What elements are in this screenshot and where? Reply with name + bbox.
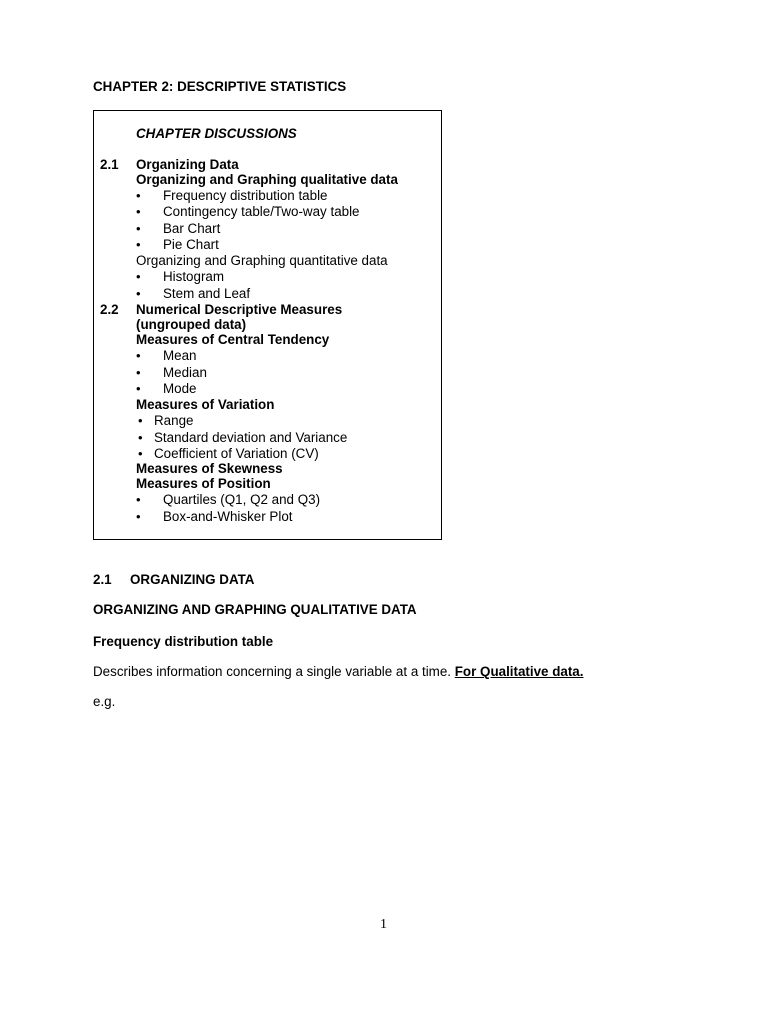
list-item: Standard deviation and Variance (154, 430, 348, 445)
topic-heading: Frequency distribution table (93, 634, 274, 649)
subheading-quantitative: Organizing and Graphing quantitative data (136, 253, 388, 268)
bullet: • (136, 204, 141, 219)
description-text: Describes information concerning a single variable at a time. (93, 664, 452, 679)
list-item: Median (163, 365, 207, 380)
box-heading: CHAPTER DISCUSSIONS (136, 126, 297, 141)
bullet: • (138, 446, 143, 461)
bullet: • (138, 413, 143, 428)
bullet: • (136, 509, 141, 524)
section-title-ungrouped: (ungrouped data) (136, 317, 247, 332)
section-heading: ORGANIZING DATA (130, 572, 255, 587)
bullet: • (136, 221, 141, 236)
page-number: 1 (380, 917, 387, 932)
bullet: • (138, 430, 143, 445)
example-label: e.g. (93, 694, 116, 709)
bullet: • (136, 348, 141, 363)
list-item: Mode (163, 381, 197, 396)
list-item: Bar Chart (163, 221, 221, 236)
subheading-position: Measures of Position (136, 476, 271, 491)
section-number-2-2: 2.2 (100, 302, 119, 317)
bullet: • (136, 286, 141, 301)
list-item: Stem and Leaf (163, 286, 251, 301)
bullet: • (136, 492, 141, 507)
section-number: 2.1 (93, 572, 112, 587)
list-item: Contingency table/Two-way table (163, 204, 360, 219)
bullet: • (136, 237, 141, 252)
subheading-central-tendency: Measures of Central Tendency (136, 332, 330, 347)
bullet: • (136, 188, 141, 203)
subheading-qualitative: Organizing and Graphing qualitative data (136, 172, 398, 187)
bullet: • (136, 365, 141, 380)
description-paragraph (93, 664, 583, 679)
subheading-skewness: Measures of Skewness (136, 461, 283, 476)
list-item: Frequency distribution table (163, 188, 328, 203)
section-number-2-1: 2.1 (100, 157, 119, 172)
bullet: • (136, 269, 141, 284)
description-emphasis: For Qualitative data. (454, 664, 584, 679)
subheading-variation: Measures of Variation (136, 397, 275, 412)
section-title-organizing-data: Organizing Data (136, 157, 239, 172)
list-item: Mean (163, 348, 197, 363)
section-title-numerical-measures: Numerical Descriptive Measures (136, 302, 343, 317)
list-item: Box-and-Whisker Plot (163, 509, 293, 524)
subsection-heading: ORGANIZING AND GRAPHING QUALITATIVE DATA (93, 602, 417, 617)
list-item: Pie Chart (163, 237, 219, 252)
list-item: Range (154, 413, 194, 428)
list-item: Coefficient of Variation (CV) (154, 446, 319, 461)
chapter-title: CHAPTER 2: DESCRIPTIVE STATISTICS (93, 79, 347, 94)
list-item: Histogram (163, 269, 225, 284)
list-item: Quartiles (Q1, Q2 and Q3) (163, 492, 321, 507)
chapter-discussions-box (93, 110, 442, 540)
bullet: • (136, 381, 141, 396)
